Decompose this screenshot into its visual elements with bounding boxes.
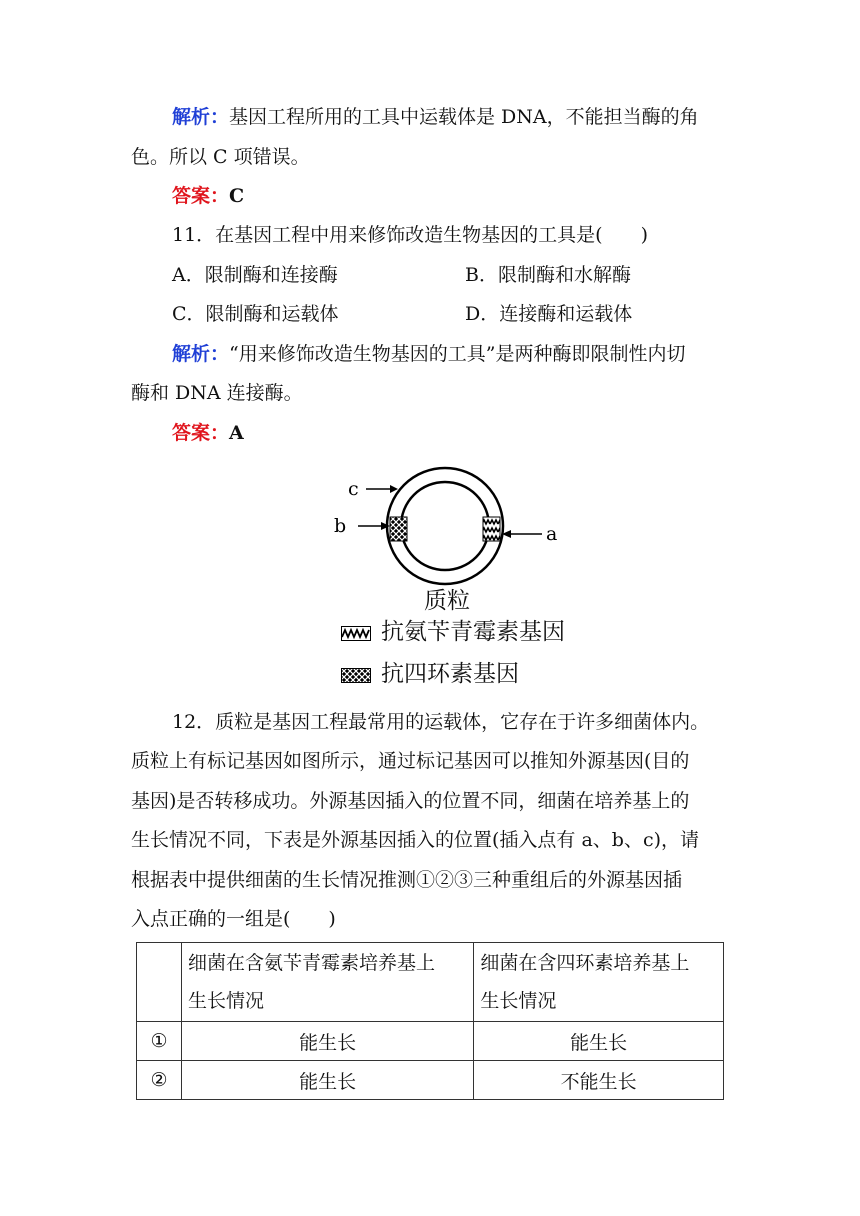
row-id: ② [137, 1061, 182, 1100]
checker-swatch-icon [341, 668, 371, 683]
row-amp-growth: 能生长 [182, 1022, 474, 1061]
q12-line-4: 生长情况不同，下表是外源基因插入的位置(插入点有 a、b、c)，请 [131, 829, 699, 851]
q11-option-a: A．限制酶和连接酶 [172, 264, 338, 286]
header-tetracycline [474, 943, 724, 1022]
table-row [137, 1061, 724, 1100]
q12-line-3: 基因)是否转移成功。外源基因插入的位置不同，细菌在培养基上的 [131, 790, 690, 812]
header-ampicillin [182, 943, 474, 1022]
q11-analysis-line1 [172, 342, 685, 366]
gene-b-tetracycline [390, 517, 407, 541]
header-ampicillin-line2: 生长情况 [188, 990, 265, 1012]
q11-stem: 11．在基因工程中用来修饰改造生物基因的工具是( ) [172, 224, 649, 246]
legend-ampicillin-label: 抗氨苄青霉素基因 [381, 619, 565, 645]
header-tetracycline-line1: 细菌在含四环素培养基上 [480, 952, 690, 974]
q11-analysis-text1: “用来修饰改造生物基因的工具”是两种酶即限制性内切 [229, 343, 686, 365]
header-ampicillin-line1: 细菌在含氨苄青霉素培养基上 [188, 952, 436, 974]
zigzag-swatch-icon [341, 626, 371, 641]
q10-answer [172, 184, 244, 208]
q11-answer [172, 421, 244, 445]
q11-answer-value: A [229, 422, 244, 444]
label-c: c [348, 478, 359, 500]
row-tet-growth: 能生长 [474, 1022, 724, 1061]
q11-option-d: D．连接酶和运载体 [465, 303, 633, 325]
row-tet-growth: 不能生长 [474, 1061, 724, 1100]
q12-line-6: 入点正确的一组是( ) [131, 908, 336, 930]
label-b: b [334, 515, 347, 537]
q12-line-5: 根据表中提供细菌的生长情况推测①②③三种重组后的外源基因插 [131, 869, 683, 891]
legend-ampicillin [341, 618, 565, 646]
q10-analysis-text1: 基因工程所用的工具中运载体是 DNA，不能担当酶的角 [229, 106, 699, 128]
q10-answer-value: C [229, 185, 245, 207]
growth-table [136, 942, 724, 1100]
q12-line-1: 12．质粒是基因工程最常用的运载体，它存在于许多细菌体内。 [172, 711, 710, 733]
row-id: ① [137, 1022, 182, 1061]
q10-analysis-line2: 色。所以 C 项错误。 [131, 146, 310, 168]
q11-analysis-line2: 酶和 DNA 连接酶。 [131, 382, 303, 404]
q11-option-b: B．限制酶和水解酶 [465, 264, 631, 286]
q11-option-c: C．限制酶和运载体 [172, 303, 339, 325]
table-row [137, 1022, 724, 1061]
q11-analysis-label: 解析： [172, 343, 230, 365]
row-amp-growth: 能生长 [182, 1061, 474, 1100]
q12-line-2: 质粒上有标记基因如图所示，通过标记基因可以推知外源基因(目的 [131, 750, 690, 772]
header-tetracycline-line2: 生长情况 [480, 990, 557, 1012]
table-corner-cell [137, 943, 182, 1022]
q10-analysis-line1 [172, 105, 699, 129]
label-a: a [546, 523, 558, 545]
legend-tetracycline [341, 660, 519, 688]
plasmid-inner-ring [401, 482, 489, 570]
table-header-row [137, 943, 724, 1022]
legend-tetracycline-label: 抗四环素基因 [381, 661, 519, 687]
figure-caption: 质粒 [424, 588, 470, 614]
q10-analysis-label: 解析： [172, 106, 230, 128]
q10-answer-label: 答案： [172, 185, 230, 207]
q11-answer-label: 答案： [172, 422, 230, 444]
gene-a-ampicillin [483, 517, 500, 541]
